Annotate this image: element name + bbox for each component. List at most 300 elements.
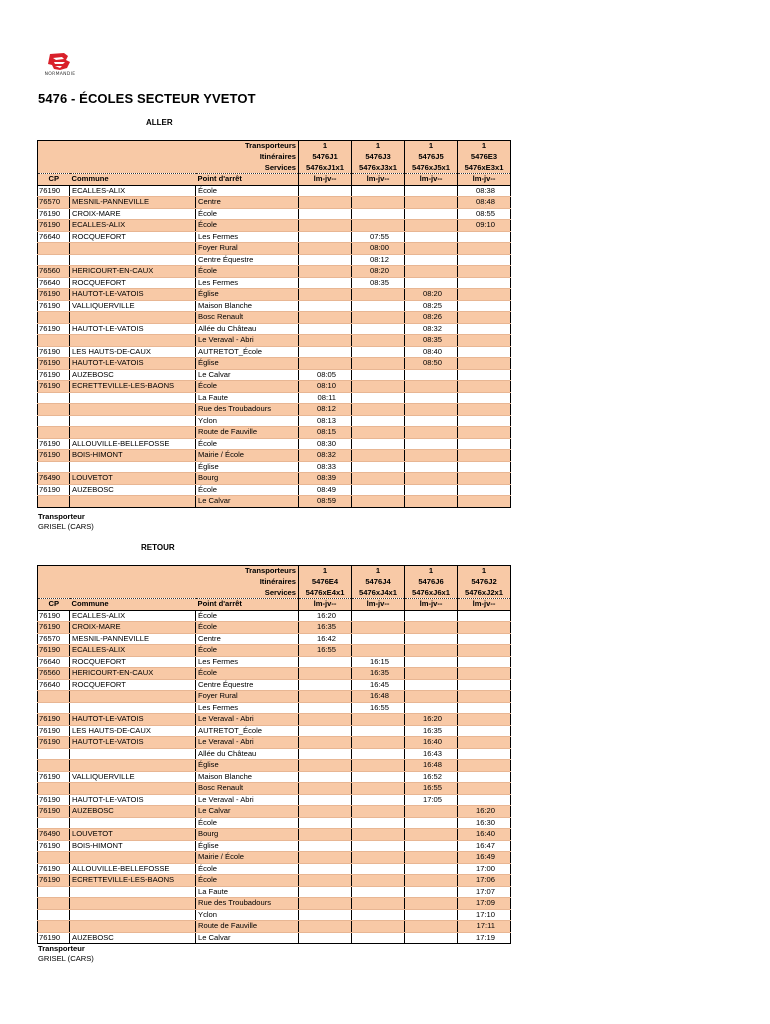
departure-time: 08:20 — [352, 266, 405, 278]
departure-time — [352, 369, 405, 381]
departure-time — [299, 231, 352, 243]
postal-code: 76490 — [38, 473, 70, 485]
departure-time — [352, 806, 405, 818]
departure-time: 08:35 — [352, 277, 405, 289]
stop-row — [38, 875, 511, 887]
departure-time — [352, 633, 405, 645]
departure-time: 17:05 — [405, 794, 458, 806]
departure-time: 16:49 — [458, 852, 511, 864]
postal-code — [38, 427, 70, 439]
commune-name: HERICOURT-EN-CAUX — [70, 266, 196, 278]
commune-name: ROCQUEFORT — [70, 656, 196, 668]
departure-time: 17:19 — [458, 932, 511, 944]
stop-name: École — [196, 220, 299, 232]
commune-name — [70, 243, 196, 255]
departure-time — [299, 840, 352, 852]
point-arret-header: Point d'arrêt — [196, 174, 299, 186]
stop-name: Église — [196, 358, 299, 370]
commune-name: HAUTOT-LE-VATOIS — [70, 323, 196, 335]
departure-time — [352, 358, 405, 370]
stop-name: Le Calvar — [196, 369, 299, 381]
departure-time — [405, 427, 458, 439]
stop-name: École — [196, 610, 299, 622]
postal-code: 76560 — [38, 668, 70, 680]
stop-name: École — [196, 208, 299, 220]
departure-time — [299, 656, 352, 668]
departure-time — [458, 312, 511, 324]
departure-time — [299, 300, 352, 312]
transporteur-heading: Transporteur — [38, 944, 85, 953]
postal-code: 76190 — [38, 381, 70, 393]
departure-time: 08:39 — [299, 473, 352, 485]
stop-row — [38, 622, 511, 634]
jours-header: lm-jv-- — [352, 174, 405, 186]
departure-time: 16:48 — [405, 760, 458, 772]
departure-time: 16:35 — [405, 725, 458, 737]
postal-code — [38, 312, 70, 324]
departure-time — [458, 346, 511, 358]
stop-name: Yclon — [196, 909, 299, 921]
stop-name: Le Calvar — [196, 496, 299, 508]
departure-time: 09:10 — [458, 220, 511, 232]
departure-time — [405, 473, 458, 485]
transporteur-name: GRISEL (CARS) — [38, 522, 94, 531]
stop-row — [38, 496, 511, 508]
departure-time — [299, 829, 352, 841]
departure-time: 16:47 — [458, 840, 511, 852]
departure-time — [405, 404, 458, 416]
stop-row — [38, 220, 511, 232]
header-service: 5476xE3x1 — [458, 163, 511, 174]
stop-name: Centre — [196, 633, 299, 645]
stop-row — [38, 852, 511, 864]
departure-time: 08:00 — [352, 243, 405, 255]
departure-time: 08:30 — [299, 438, 352, 450]
commune-name: HAUTOT-LE-VATOIS — [70, 714, 196, 726]
departure-time — [299, 312, 352, 324]
departure-time — [405, 829, 458, 841]
departure-time: 08:38 — [458, 185, 511, 197]
departure-time: 16:20 — [299, 610, 352, 622]
postal-code — [38, 852, 70, 864]
departure-time: 16:55 — [299, 645, 352, 657]
header-service: 5476xJ3x1 — [352, 163, 405, 174]
header-transporteur: 1 — [352, 566, 405, 577]
commune-name: ROCQUEFORT — [70, 277, 196, 289]
departure-time — [405, 633, 458, 645]
stop-row — [38, 358, 511, 370]
departure-time — [352, 714, 405, 726]
header-itineraire: 5476E3 — [458, 152, 511, 163]
stop-name: Le Veraval - Abri — [196, 714, 299, 726]
departure-time: 16:48 — [352, 691, 405, 703]
departure-time — [299, 794, 352, 806]
commune-name: HAUTOT-LE-VATOIS — [70, 289, 196, 301]
stop-row — [38, 886, 511, 898]
departure-time — [299, 725, 352, 737]
postal-code — [38, 415, 70, 427]
departure-time — [405, 656, 458, 668]
header-itineraire: 5476E4 — [299, 577, 352, 588]
departure-time — [458, 633, 511, 645]
stop-name: Le Veraval - Abri — [196, 335, 299, 347]
postal-code — [38, 461, 70, 473]
departure-time — [458, 702, 511, 714]
normandie-logo — [40, 52, 80, 80]
departure-time: 16:20 — [405, 714, 458, 726]
stop-row — [38, 783, 511, 795]
stop-row — [38, 921, 511, 933]
departure-time — [352, 886, 405, 898]
departure-time — [352, 496, 405, 508]
header-service: 5476xJ4x1 — [352, 588, 405, 599]
departure-time — [299, 197, 352, 209]
stop-name: AUTRETOT_École — [196, 346, 299, 358]
stop-row — [38, 208, 511, 220]
stop-name: Bosc Renault — [196, 783, 299, 795]
postal-code: 76190 — [38, 645, 70, 657]
transporteurs-row — [38, 566, 511, 577]
departure-time: 08:12 — [299, 404, 352, 416]
departure-time: 16:35 — [352, 668, 405, 680]
departure-time — [405, 863, 458, 875]
departure-time — [405, 220, 458, 232]
stop-name: La Faute — [196, 886, 299, 898]
departure-time — [299, 806, 352, 818]
departure-time: 16:55 — [352, 702, 405, 714]
departure-time — [299, 323, 352, 335]
jours-header: lm-jv-- — [458, 599, 511, 611]
departure-time — [458, 794, 511, 806]
departure-time — [405, 921, 458, 933]
departure-time: 16:20 — [458, 806, 511, 818]
departure-time — [352, 404, 405, 416]
departure-time — [405, 496, 458, 508]
stop-name: Maison Blanche — [196, 771, 299, 783]
stop-row — [38, 473, 511, 485]
commune-name — [70, 312, 196, 324]
departure-time — [458, 760, 511, 772]
stop-row — [38, 231, 511, 243]
stop-row — [38, 484, 511, 496]
stop-row — [38, 863, 511, 875]
stop-row — [38, 266, 511, 278]
stop-name: Le Calvar — [196, 932, 299, 944]
departure-time: 08:26 — [405, 312, 458, 324]
stop-name: Allée du Château — [196, 323, 299, 335]
departure-time — [299, 737, 352, 749]
jours-header: lm-jv-- — [405, 174, 458, 186]
departure-time — [299, 335, 352, 347]
departure-time — [299, 909, 352, 921]
stop-name: Les Fermes — [196, 702, 299, 714]
departure-time — [405, 622, 458, 634]
postal-code: 76190 — [38, 932, 70, 944]
departure-time — [352, 817, 405, 829]
header-transporteur: 1 — [405, 141, 458, 152]
departure-time: 08:50 — [405, 358, 458, 370]
departure-time: 08:25 — [405, 300, 458, 312]
departure-time — [352, 323, 405, 335]
commune-name: ECALLES-ALIX — [70, 185, 196, 197]
header-service: 5476xJ1x1 — [299, 163, 352, 174]
commune-name: LES HAUTS-DE-CAUX — [70, 346, 196, 358]
departure-time — [458, 289, 511, 301]
postal-code — [38, 404, 70, 416]
stop-name: Centre Équestre — [196, 679, 299, 691]
departure-time — [299, 254, 352, 266]
stop-name: Les Fermes — [196, 231, 299, 243]
departure-time — [352, 829, 405, 841]
departure-time — [405, 369, 458, 381]
departure-time — [299, 932, 352, 944]
header-itineraire: 5476J6 — [405, 577, 458, 588]
postal-code: 76190 — [38, 806, 70, 818]
departure-time — [405, 898, 458, 910]
departure-time: 08:13 — [299, 415, 352, 427]
departure-time — [405, 875, 458, 887]
stop-name: Rue des Troubadours — [196, 404, 299, 416]
departure-time: 08:05 — [299, 369, 352, 381]
departure-time — [405, 610, 458, 622]
stop-row — [38, 702, 511, 714]
postal-code: 76640 — [38, 679, 70, 691]
commune-name — [70, 254, 196, 266]
departure-time — [458, 358, 511, 370]
stop-row — [38, 794, 511, 806]
postal-code: 76640 — [38, 231, 70, 243]
departure-time: 16:40 — [458, 829, 511, 841]
departure-time: 17:07 — [458, 886, 511, 898]
stop-name: La Faute — [196, 392, 299, 404]
departure-time — [405, 840, 458, 852]
departure-time — [458, 369, 511, 381]
stop-name: Mairie / École — [196, 450, 299, 462]
stop-name: Les Fermes — [196, 656, 299, 668]
postal-code: 76490 — [38, 829, 70, 841]
stop-name: AUTRETOT_École — [196, 725, 299, 737]
header-transporteur: 1 — [458, 566, 511, 577]
departure-time — [405, 852, 458, 864]
commune-name — [70, 921, 196, 933]
commune-name — [70, 496, 196, 508]
stop-name: Rue des Troubadours — [196, 898, 299, 910]
jours-header: lm-jv-- — [405, 599, 458, 611]
departure-time — [405, 461, 458, 473]
column-header-row — [38, 174, 511, 186]
departure-time: 16:40 — [405, 737, 458, 749]
departure-time: 08:49 — [299, 484, 352, 496]
commune-name: ECALLES-ALIX — [70, 220, 196, 232]
departure-time — [352, 289, 405, 301]
stop-row — [38, 289, 511, 301]
departure-time — [458, 714, 511, 726]
stop-name: École — [196, 622, 299, 634]
stop-row — [38, 771, 511, 783]
stop-row — [38, 254, 511, 266]
postal-code — [38, 243, 70, 255]
stop-row — [38, 817, 511, 829]
departure-time — [405, 806, 458, 818]
postal-code: 76190 — [38, 220, 70, 232]
departure-time — [405, 702, 458, 714]
commune-name: AUZEBOSC — [70, 806, 196, 818]
aller-transporteur-note — [38, 512, 94, 532]
stop-name: École — [196, 381, 299, 393]
departure-time — [405, 243, 458, 255]
stop-row — [38, 381, 511, 393]
departure-time — [352, 484, 405, 496]
departure-time — [458, 392, 511, 404]
departure-time — [405, 438, 458, 450]
departure-time — [299, 668, 352, 680]
departure-time — [299, 783, 352, 795]
postal-code: 76190 — [38, 610, 70, 622]
departure-time: 16:35 — [299, 622, 352, 634]
stop-row — [38, 645, 511, 657]
services-row — [38, 163, 511, 174]
departure-time — [405, 197, 458, 209]
postal-code — [38, 702, 70, 714]
postal-code: 76190 — [38, 771, 70, 783]
postal-code — [38, 691, 70, 703]
header-transporteur: 1 — [299, 566, 352, 577]
departure-time — [352, 346, 405, 358]
header-itineraire: 5476J2 — [458, 577, 511, 588]
departure-time — [299, 863, 352, 875]
departure-time — [352, 909, 405, 921]
departure-time — [299, 346, 352, 358]
departure-time — [405, 185, 458, 197]
departure-time: 08:35 — [405, 335, 458, 347]
stop-name: Maison Blanche — [196, 300, 299, 312]
commune-name — [70, 427, 196, 439]
cp-header: CP — [38, 599, 70, 611]
stop-name: Mairie / École — [196, 852, 299, 864]
departure-time — [458, 438, 511, 450]
stop-row — [38, 760, 511, 772]
departure-time — [458, 300, 511, 312]
departure-time — [458, 737, 511, 749]
stop-row — [38, 932, 511, 944]
departure-time — [352, 932, 405, 944]
departure-time — [405, 392, 458, 404]
stop-row — [38, 185, 511, 197]
commune-name — [70, 415, 196, 427]
header-service: 5476xJ5x1 — [405, 163, 458, 174]
commune-name: CROIX-MARE — [70, 622, 196, 634]
departure-time — [352, 748, 405, 760]
departure-time: 17:10 — [458, 909, 511, 921]
stop-name: Le Veraval - Abri — [196, 737, 299, 749]
departure-time — [352, 771, 405, 783]
header-label: Transporteurs — [38, 566, 299, 577]
departure-time — [405, 231, 458, 243]
stop-name: Bosc Renault — [196, 312, 299, 324]
commune-header: Commune — [70, 599, 196, 611]
postal-code: 76190 — [38, 346, 70, 358]
departure-time — [458, 473, 511, 485]
retour-transporteur-note — [38, 944, 94, 964]
departure-time: 08:12 — [352, 254, 405, 266]
departure-time — [458, 231, 511, 243]
jours-header: lm-jv-- — [299, 174, 352, 186]
departure-time — [299, 208, 352, 220]
header-transporteur: 1 — [405, 566, 458, 577]
services-row — [38, 588, 511, 599]
postal-code: 76190 — [38, 737, 70, 749]
commune-name — [70, 461, 196, 473]
header-service: 5476xE4x1 — [299, 588, 352, 599]
header-label: Itinéraires — [38, 152, 299, 163]
aller-timetable — [37, 140, 511, 508]
stop-name: Église — [196, 840, 299, 852]
commune-name: AUZEBOSC — [70, 932, 196, 944]
stop-name: Église — [196, 289, 299, 301]
departure-time — [458, 461, 511, 473]
stop-row — [38, 450, 511, 462]
departure-time — [458, 656, 511, 668]
departure-time — [458, 427, 511, 439]
stop-name: Centre Équestre — [196, 254, 299, 266]
stop-row — [38, 427, 511, 439]
stop-name: Foyer Rural — [196, 243, 299, 255]
header-itineraire: 5476J3 — [352, 152, 405, 163]
stop-name: École — [196, 484, 299, 496]
departure-time — [405, 208, 458, 220]
transporteur-name: GRISEL (CARS) — [38, 954, 94, 963]
commune-header: Commune — [70, 174, 196, 186]
stop-name: École — [196, 817, 299, 829]
stop-name: Bourg — [196, 829, 299, 841]
header-label: Services — [38, 588, 299, 599]
departure-time — [299, 748, 352, 760]
postal-code — [38, 392, 70, 404]
departure-time — [405, 886, 458, 898]
departure-time — [352, 438, 405, 450]
departure-time — [458, 622, 511, 634]
stop-name: Centre — [196, 197, 299, 209]
stop-name: École — [196, 875, 299, 887]
departure-time — [352, 335, 405, 347]
departure-time — [352, 427, 405, 439]
commune-name: ECALLES-ALIX — [70, 645, 196, 657]
departure-time — [352, 898, 405, 910]
stop-row — [38, 323, 511, 335]
departure-time — [405, 645, 458, 657]
departure-time: 08:10 — [299, 381, 352, 393]
retour-section-title: RETOUR — [141, 543, 175, 552]
departure-time — [352, 725, 405, 737]
stop-name: Les Fermes — [196, 277, 299, 289]
transporteurs-row — [38, 141, 511, 152]
departure-time: 08:59 — [299, 496, 352, 508]
departure-time: 08:48 — [458, 197, 511, 209]
departure-time: 08:11 — [299, 392, 352, 404]
departure-time — [405, 381, 458, 393]
departure-time: 08:55 — [458, 208, 511, 220]
postal-code: 76190 — [38, 300, 70, 312]
commune-name — [70, 691, 196, 703]
itineraires-row — [38, 152, 511, 163]
postal-code: 76190 — [38, 622, 70, 634]
postal-code: 76190 — [38, 875, 70, 887]
departure-time — [299, 714, 352, 726]
departure-time — [458, 783, 511, 795]
commune-name: CROIX-MARE — [70, 208, 196, 220]
header-service: 5476xJ6x1 — [405, 588, 458, 599]
departure-time: 08:40 — [405, 346, 458, 358]
